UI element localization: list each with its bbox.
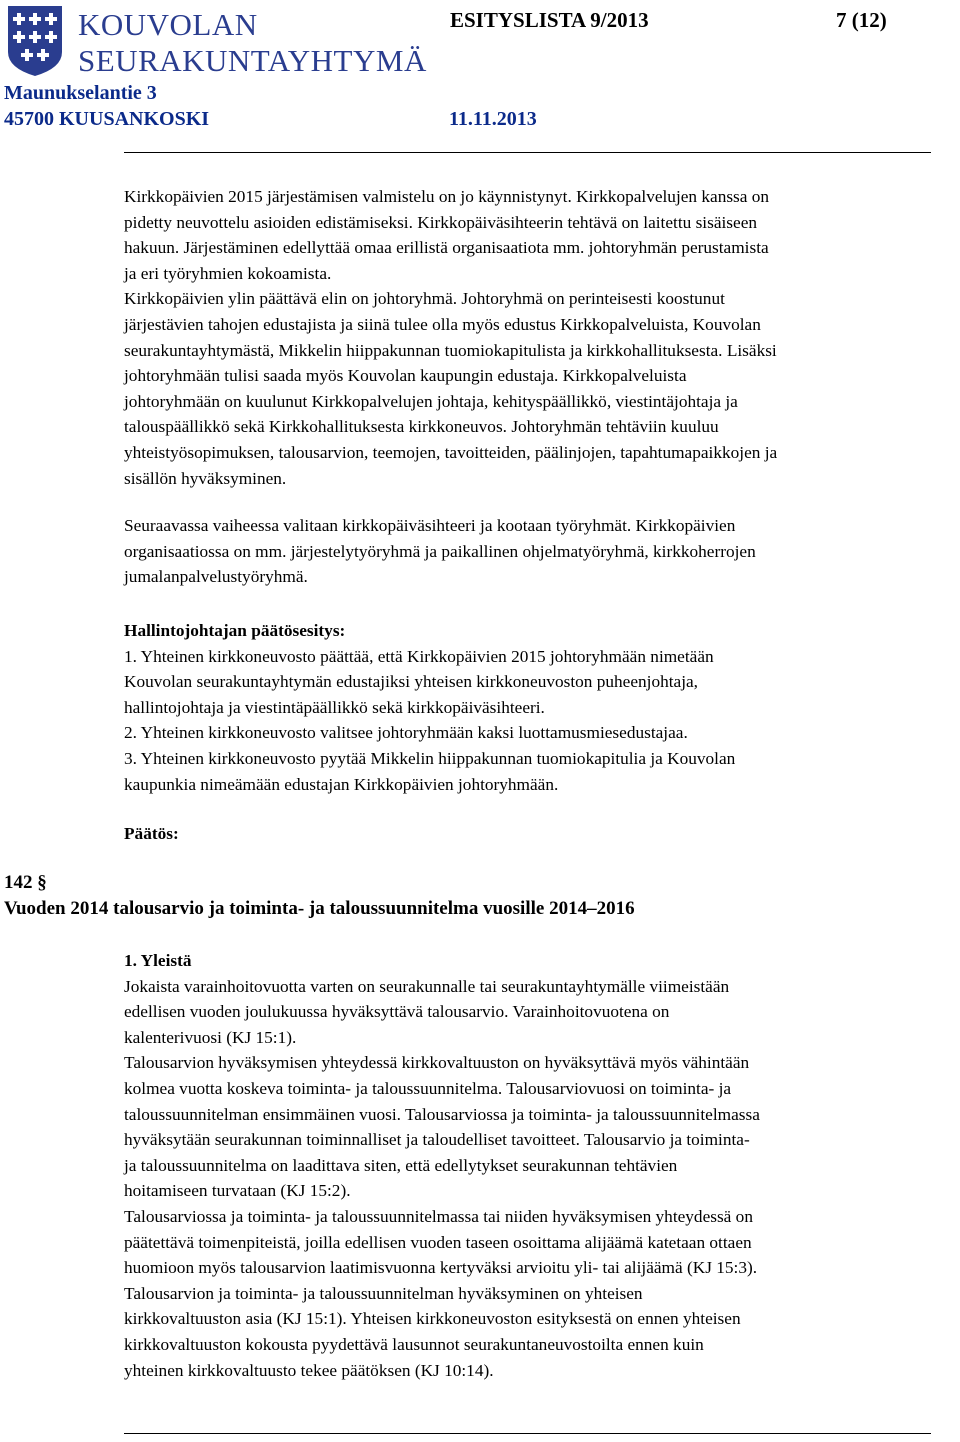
text-line: Kirkkopäivien 2015 järjestämisen valmistelu on jo käynnistynyt. Kirkkopalvelujen kanssa on: [124, 187, 770, 206]
text-line: talouspäällikkö sekä Kirkkohallituksesta kirkkoneuvos. Johtoryhmän tehtäviin kuuluu: [124, 417, 719, 437]
section-title: Vuoden 2014 talousarvio ja toiminta- ja taloussuunnitelma vuosille 2014–2016: [4, 898, 635, 919]
text-line: Seuraavassa vaiheessa valitaan kirkkopäiväsihteeri ja kootaan työryhmät. Kirkkopäivien: [124, 516, 736, 535]
text-line: taloussuunnitelman ensimmäinen vuosi. Talousarviossa ja toiminta- ja taloussuunnitelmassa: [124, 1104, 760, 1124]
text-line: seurakuntayhtymästä, Mikkelin hiippakunnan tuomiokapitulista ja kirkkohallituksesta. Lisäksi: [124, 340, 777, 360]
text-line: Talousarviossa ja toiminta- ja taloussuunnitelmassa tai niiden hyväksymisen yhteydessä on: [124, 1206, 753, 1226]
text-line: ja eri työryhmien kokoamista.: [124, 263, 332, 283]
text-line: yhteinen kirkkovaltuusto tekee päätöksen (KJ 10:14).: [124, 1360, 494, 1380]
text-line: Jokaista varainhoitovuotta varten on seurakunnalle tai seurakuntayhtymälle viimeistään: [124, 976, 730, 996]
cross-emblem-icon: [4, 4, 66, 78]
next-phase-paragraph: [124, 513, 960, 590]
page-number: 7 (12): [836, 8, 887, 32]
document-date: 11.11.2013: [449, 108, 537, 130]
street-address: Maunukselantie 3: [4, 82, 157, 104]
proposal-section: [124, 618, 960, 797]
text-line: johtoryhmään tulisi saada myös Kouvolan kaupungin edustaja. Kirkkopalveluista: [124, 366, 687, 386]
text-line: järjestävien tahojen edustajista ja siinä tulee olla myös edustus Kirkkopalveluista, Kouvolan: [124, 314, 761, 334]
text-line: ja taloussuunnitelma on laadittava siten, että edellytykset seurakunnan tehtävien: [124, 1155, 678, 1175]
text-line: kaupunkia nimeämään edustajan Kirkkopäivien johtoryhmään.: [124, 774, 559, 794]
text-line: kirkkovaltuuston asia (KJ 15:1). Yhteisen kirkkoneuvoston esityksestä on ennen yhteisen: [124, 1309, 741, 1329]
text-line: johtoryhmään on kuulunut Kirkkopalvelujen johtaja, kehityspäällikkö, viestintäjohtaja ja: [124, 391, 738, 411]
postal-address: 45700 KUUSANKOSKI: [4, 108, 210, 130]
text-line: 2. Yhteinen kirkkoneuvosto valitsee johtoryhmään kaksi luottamusmiesedustajaa.: [124, 723, 688, 743]
decision-heading: Päätös:: [124, 824, 179, 843]
intro-paragraph: [124, 184, 960, 491]
footer-divider: [124, 1433, 931, 1434]
section-142-body: [124, 948, 960, 1383]
text-line: jumalanpalvelustyöryhmä.: [124, 567, 308, 587]
text-line: hallintojohtaja ja viestintäpäällikkö sekä kirkkopäiväsihteeri.: [124, 697, 545, 717]
text-line: huomioon myös talousarvion laatimisvuonna kertyväksi arvioitu yli- tai alijäämä (KJ 15:3).: [124, 1258, 758, 1278]
text-line: edellisen vuoden joulukuussa hyväksyttävä talousarvio. Varainhoitovuotena on: [124, 1002, 670, 1022]
text-line: kolmea vuotta koskeva toiminta- ja taloussuunnitelma. Talousarviovuosi on toiminta- ja: [124, 1078, 732, 1098]
text-line: päätettävä toimenpiteistä, joilla edellisen vuoden taseen osoittama alijäämä katetaan ottaen: [124, 1232, 752, 1252]
text-line: organisaatiossa on mm. järjestelytyöryhmä ja paikallinen ohjelmatyöryhmä, kirkkoherrojen: [124, 541, 756, 561]
org-name-line1: KOUVOLAN: [78, 7, 258, 42]
proposal-heading: Hallintojohtajan päätösesitys:: [124, 621, 346, 640]
text-line: kalenterivuosi (KJ 15:1).: [124, 1027, 297, 1047]
text-line: yhteistyösopimuksen, talousarvion, teemojen, tavoitteiden, päälinjojen, tapahtumapaikkojen ja: [124, 442, 778, 462]
document-title: ESITYSLISTA 9/2013: [450, 8, 649, 32]
text-line: Talousarvion hyväksymisen yhteydessä kirkkovaltuuston on hyväksyttävä myös vähintään: [124, 1053, 750, 1073]
organization-logo: [4, 4, 427, 80]
text-line: Kirkkopäivien ylin päättävä elin on johtoryhmä. Johtoryhmä on perinteisesti koostunut: [124, 289, 725, 309]
section-number: 142 §: [4, 872, 47, 893]
text-line: Talousarvion ja toiminta- ja taloussuunnitelman hyväksyminen on yhteisen: [124, 1283, 643, 1303]
text-line: hakuun. Järjestäminen edellyttää omaa erillistä organisaatiota mm. johtoryhmän perustamista: [124, 238, 769, 258]
text-line: 3. Yhteinen kirkkoneuvosto pyytää Mikkelin hiippakunnan tuomiokapitulia ja Kouvolan: [124, 748, 736, 768]
org-name-line2: SEURAKUNTAYHTYMÄ: [78, 43, 427, 78]
subheading: 1. Yleistä: [124, 951, 192, 970]
text-line: hoitamiseen turvataan (KJ 15:2).: [124, 1181, 351, 1201]
header-divider: [124, 152, 931, 153]
text-line: pidetty neuvottelu asioiden edistämiseksi. Kirkkopäiväsihteerin tehtävä on laitettu sisäiseen: [124, 212, 758, 232]
text-line: 1. Yhteinen kirkkoneuvosto päättää, että Kirkkopäivien 2015 johtoryhmään nimetään: [124, 646, 714, 666]
text-line: hyväksytään seurakunnan toiminnalliset ja taloudelliset tavoitteet. Talousarvio ja toiminta-: [124, 1130, 750, 1150]
text-line: Kouvolan seurakuntayhtymän edustajiksi yhteisen kirkkoneuvoston puheenjohtaja,: [124, 672, 699, 692]
text-line: kirkkovaltuuston kokousta pyydettävä lausunnot seurakuntaneuvostoilta ennen kuin: [124, 1334, 704, 1354]
text-line: sisällön hyväksyminen.: [124, 468, 287, 488]
